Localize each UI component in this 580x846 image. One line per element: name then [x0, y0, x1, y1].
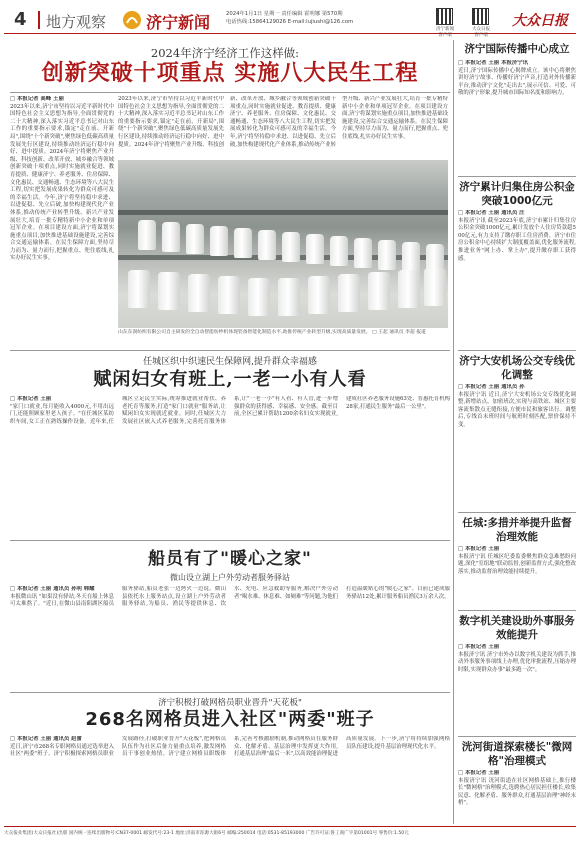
qr-label: 大众日报客户端 — [472, 27, 490, 38]
grid-body: 近日,济宁市268名专职网格员通过选举进入社区"两委"班子。济宁积极探索网格员职业发展路径,打破职业晋升"天花板",把网格员队伍作为社区后备力量重点培养,激发网格员干事创业热情。济宁建立网格员职级体系,完善考核激励机制,推动网格员在服务群众、化解矛盾、基层治理中发挥更大作用,打通基层治理"最后一米",以高效能治理促进高质量发展。下一步,济宁将持续加强网格员队伍建设,提升基层治理现代化水平。 — [10, 736, 450, 758]
column-separator — [453, 40, 454, 824]
right-headline: 济宁累计归集住房公积金突破1000亿元 — [459, 181, 575, 207]
right-headline: 洸河街道探索楼长"微网格"治理模式 — [461, 741, 573, 767]
right-body: 本报济宁讯 任城区纪委监委聚焦群众急难愁盼问题,深化"室组地"联动监督,创新监督方式,强化整改落实,推动监督治理效能持续提升。 — [458, 553, 576, 575]
textile-factory-photo — [118, 160, 448, 328]
page-footer: 大众报业集团(大众日报社)出版 国内统一连续出版物号:CN37-0001 邮发代号:23-1 地址:济南市泺源大街6号 邮编:250014 电话:0531-85193000 广告许可证:鲁工商广字第01001号 零售价:1.50元 — [4, 826, 576, 842]
right-body: 本报济宁讯 济宁市外办以数字机关建设为抓手,推动外事服务事项线上办理,优化审批流程,压缩办理时限,实现群众办事"最多跑一次"。 — [458, 651, 576, 673]
lead-headline: 创新突破十项重点 实施八大民生工程 — [41, 61, 419, 86]
divider — [458, 512, 576, 513]
divider — [458, 350, 576, 351]
lead-article-cols — [118, 96, 448, 158]
textile-kicker: 任城区织中织速民生保障网,提升群众幸福感 — [143, 357, 317, 367]
right-news-column — [458, 40, 576, 825]
divider — [10, 692, 450, 693]
lead-kicker: 2024年济宁经济工作这样做: — [150, 46, 300, 60]
right-headline: 任城:多措并举提升监督治理效能 — [462, 517, 572, 543]
issue-contact: 电话热线:15864129026 E-mail:lujiushi@126.com — [226, 19, 354, 25]
right-body: 本报济宁讯 洸河街道在社区网格基础上,推行楼长"微网格"治理模式,选聘热心居民担任楼长,收集民意、化解矛盾、服务群众,打通基层治理"神经末梢"。 — [458, 777, 576, 807]
right-body: 本报济宁讯 近日,济宁大安机场公交专线优化调整,新增站点、加密班次,实现与高铁站、城区主要客流集散点无缝衔接,方便市民和旅客出行。调整后,专线首末班时间与航班时刻匹配,票价保持不变。 — [458, 391, 576, 428]
column-title: 济宁新闻 — [146, 13, 211, 32]
newspaper-brand: 大众日报 — [512, 13, 568, 29]
divider — [458, 736, 576, 737]
textile-body: "家门口就业,每月能收入4000元,不用出远门,还能照顾家里老人孩子。"在任城区某纺织车间,女工正在熟练操作设备。近年来,任城区立足民生实际,统筹推进就业帮扶、养老托育等服务,打造"家门口就业"服务站,让赋闲妇女实现就近就业。同时,任城区大力发展社区嵌入式养老服务,完善托育服务体系,让"一老一小"有人看、有人管,进一步增强群众的获得感、幸福感、安全感。截至目前,全区已累计帮助1200余名妇女实现就业,建成社区养老服务设施63处、普惠托育机构28家,打通民生服务"最后一公里"。 — [10, 396, 450, 425]
caption-credit: □ 王起 通讯员 李超 报道 — [372, 330, 426, 335]
photo-caption — [118, 329, 448, 336]
divider — [10, 350, 450, 351]
right-byline: □ 本报记者 王丽 — [458, 644, 500, 650]
right-article — [458, 210, 576, 346]
right-byline: □ 本报记者 王丽 — [458, 546, 500, 552]
boat-headline: 船员有了"暖心之家" — [148, 549, 312, 569]
boat-byline: □ 本报记者 王丽 通讯员 孙明 韩耀 — [10, 586, 95, 592]
boat-article — [10, 586, 450, 688]
qr-code-icon — [436, 8, 453, 25]
divider — [458, 610, 576, 611]
right-article — [458, 384, 576, 508]
grid-kicker: 济宁积极打破网格员职业晋升"天花板" — [158, 698, 302, 708]
right-byline: □ 本报记者 王丽 — [458, 770, 500, 776]
jining-logo-icon — [122, 10, 142, 30]
lead-body: 2023年以来,济宁市坚持以习近平新时代中国特色社会主义思想为指导,全面贯彻党的二十大精神,深入落实习近平总书记对山东工作的重要指示要求,锚定"走在前、开新局",围绕"十个新突破",聚焦绿色低碳高质量发展先行区建设,持续推动经济运行稳中向好、进中提质。2024年济宁将聚焦产业升级、科技创新、改革开放、城乡融合等领域创新突破十项重点,同时实施就业促进、教育提质、健康济宁、养老服务、住房保障、文化惠民、交通畅通、生态环境等八大民生工程,切实把发展成果转化为群众可感可及的幸福生活。今年,济宁将坚持稳中求进、以进促稳、先立后破,加快构建现代化产业体系,推动传统产业转型升级、新兴产业发展壮大,培育一批专精特新中小企业和单项冠军企业。在项目建设方面,济宁将谋划实施重点项目,加快推进基础设施建设,完善综合交通运输体系。在民生保障方面,坚持尽力而为、量力而行,把握重点、兜住底线,扎实办好民生实事。 — [10, 103, 114, 262]
right-byline: □ 本报记者 王丽 本报济宁讯 — [458, 60, 529, 66]
qr-code-icon — [472, 8, 489, 25]
qr-label: 济宁新闻客户端 — [436, 27, 454, 38]
issue-date-editor: 2024年1月1日 星期一 责任编辑 霍明娜 第570期 — [226, 11, 343, 17]
page-number: 4 — [14, 9, 27, 30]
issue-meta — [226, 10, 426, 26]
caption-text: 山东东润纺织有限公司自主研发的全自动智能纺纱机体现装备智能化制造水平,助推传统产业转型升级,实现高质量发展。 — [118, 330, 371, 335]
lead-byline: □ 本报记者 高峰 王丽 — [10, 96, 64, 102]
grid-byline: □ 本报记者 王丽 通讯员 赵蕾 — [10, 736, 82, 742]
masthead-divider — [38, 11, 40, 29]
masthead — [4, 4, 576, 38]
right-article — [458, 644, 576, 732]
right-article — [458, 60, 576, 172]
right-byline: □ 本报记者 王丽 通讯员 孙 — [458, 384, 525, 390]
lead-body-continued: 2023年以来,济宁市坚持以习近平新时代中国特色社会主义思想为指导,全面贯彻党的二十大精神,深入落实习近平总书记对山东工作的重要指示要求,锚定"走在前、开新局",围绕"十个新突破",聚焦绿色低碳高质量发展先行区建设,持续推动经济运行稳中向好、进中提质。2024年济宁将聚焦产业升级、科技创新、改革开放、城乡融合等领域创新突破十项重点,同时实施就业促进、教育提质、健康济宁、养老服务、住房保障、文化惠民、交通畅通、生态环境等八大民生工程,切实把发展成果转化为群众可感可及的幸福生活。今年,济宁将坚持稳中求进、以进促稳、先立后破,加快构建现代化产业体系,推动传统产业转型升级、新兴产业发展壮大,培育一批专精特新中小企业和单项冠军企业。在项目建设方面,济宁将谋划实施重点项目,加快推进基础设施建设,完善综合交通运输体系。在民生保障方面,坚持尽力而为、量力而行,把握重点、兜住底线,扎实办好民生实事。 — [118, 96, 448, 148]
divider — [458, 176, 576, 177]
grid-article — [10, 736, 450, 822]
lead-article-col1 — [10, 96, 114, 346]
boat-body: 本报微山讯 "如果没有驿站,冬天在船上休息可太难熬了。"近日,在微山县南阳湖区船员服务驿站,船员老张一边烤火一边说。微山县依托水上服务站点,设立湖上户外劳动者服务驿站,为船员、渔民等提供休息、饮水、充电、应急救助等服务,解决户外劳动者"喝水难、休息难、如厕难"等问题,为他们打造温暖贴心的"暖心之家"。目前已建成服务驿站12处,累计服务船员渔民3万余人次。 — [10, 586, 450, 608]
grid-headline: 268名网格员进入社区"两委"班子 — [85, 709, 375, 730]
right-article — [458, 770, 576, 824]
divider — [10, 92, 450, 93]
right-headline: 数字机关建设助外事服务效能提升 — [459, 615, 575, 641]
textile-byline: □ 本报记者 王丽 — [10, 396, 52, 402]
right-headline: 济宁国际传播中心成立 — [464, 43, 570, 55]
right-body: 本报济宁讯 截至2023年底,济宁市累计归集住房公积金突破1000亿元,累计发放个人住房贷款超500亿元,有力支持了缴存职工住房消费。济宁市住房公积金中心持续扩大制度覆盖面,优化服务流程,推进业务"网上办、掌上办",提升缴存职工获得感。 — [458, 217, 576, 262]
boat-subhead: 微山设立湖上户外劳动者服务驿站 — [170, 573, 290, 582]
right-article — [458, 546, 576, 606]
textile-headline: 赋闲妇女有班上,一老一小有人看 — [93, 369, 367, 390]
section-title: 地方观察 — [46, 13, 107, 31]
divider — [10, 540, 450, 541]
right-headline: 济宁大安机场公交专线优化调整 — [459, 355, 575, 381]
right-byline: □ 本报记者 王丽 通讯员 庄 — [458, 210, 525, 216]
right-body: 近日,济宁国际传播中心揭牌成立。该中心将聚焦讲好济宁故事、传播好济宁声音,打造对外传播新平台,推动济宁文化"走出去",展示可信、可爱、可敬的济宁形象,提升城市国际知名度和影响力。 — [458, 67, 576, 97]
textile-article — [10, 396, 450, 536]
